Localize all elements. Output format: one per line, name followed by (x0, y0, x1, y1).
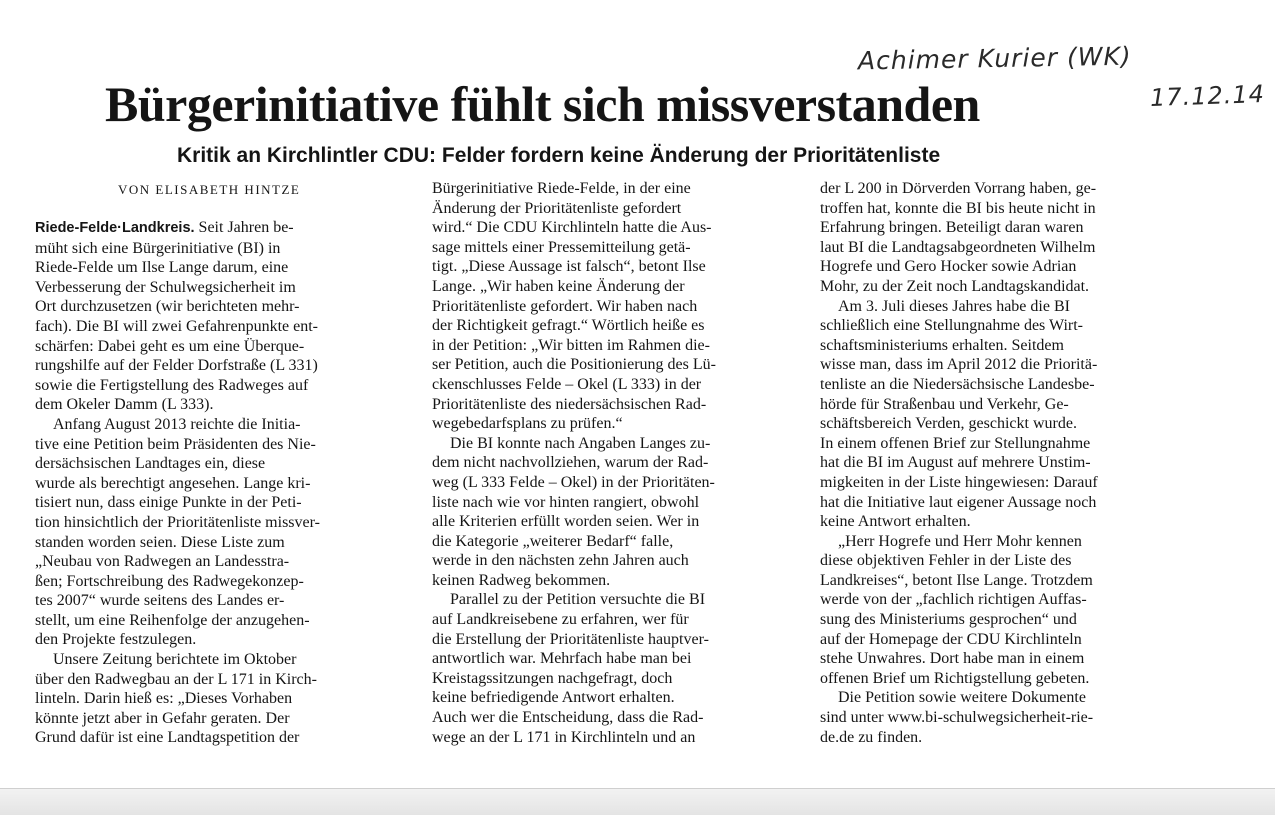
column-line: Prioritätenliste gefordert. Wir haben nach (432, 297, 698, 315)
column-line: Die Petition sowie weitere Dokumente (838, 689, 1086, 707)
column-line: in der Petition: „Wir bitten im Rahmen die- (432, 336, 710, 354)
article-column-1 (35, 218, 407, 748)
column-line: Erfahrung bringen. Beteiligt daran waren (820, 219, 1084, 237)
column-line: sind unter www.bi-schulwegsicherheit-rie- (820, 709, 1094, 727)
column-line: alle Kriterien erfüllt worden seien. Wer in (432, 513, 700, 531)
column-line: Die BI konnte nach Angaben Langes zu- (450, 434, 711, 452)
column-line: fach). Die BI will zwei Gefahrenpunkte ent- (35, 317, 318, 335)
column-line: offenen Brief um Richtigstellung gebeten. (820, 669, 1090, 687)
column-line: troffen hat, konnte die BI bis heute nicht in (820, 199, 1096, 217)
column-line: keine Antwort erhalten. (820, 513, 971, 531)
article-headline: Bürgerinitiative fühlt sich missverstanden (105, 76, 980, 132)
column-line: Anfang August 2013 reichte die Initia- (53, 415, 301, 433)
column-line: standen worden seien. Diese Liste zum (35, 533, 285, 551)
column-line: „Neubau von Radwegen an Landesstra- (35, 553, 290, 571)
handwritten-date-note: 17.12.14 (1149, 80, 1266, 112)
column-line: tenliste an die Niedersächsische Landesbe- (820, 375, 1095, 393)
column-line: weg (L 333 Felde – Okel) in der Prioritäten- (432, 473, 715, 491)
column-line: ckenschlusses Felde – Okel (L 333) in der (432, 375, 702, 393)
column-line: schärfen: Dabei geht es um eine Überque- (35, 337, 305, 355)
column-line: ßen; Fortschreibung des Radwegekonzep- (35, 572, 304, 590)
column-line: Lange. „Wir haben keine Änderung der (432, 277, 685, 295)
scan-border (0, 788, 1275, 815)
column-line: dersächsischen Landtages ein, diese (35, 455, 266, 473)
column-line: stellt, um eine Reihenfolge der anzugehen- (35, 611, 310, 629)
column-line: auf der Homepage der CDU Kirchlinteln (820, 630, 1082, 648)
column-line: diese objektiven Fehler in der Liste des (820, 552, 1072, 570)
column-line: werde in den nächsten zehn Jahren auch (432, 552, 689, 570)
column-line: wege an der L 171 in Kirchlinteln und an (432, 728, 696, 746)
column-line: Kreistagssitzungen nachgefragt, doch (432, 669, 673, 687)
column-line: Parallel zu der Petition versuchte die BI (450, 591, 706, 609)
column-line: hat die BI im August auf mehrere Unstim- (820, 454, 1091, 472)
column-line: Hogrefe und Gero Hocker sowie Adrian (820, 258, 1077, 276)
column-line: auf Landkreisebene zu erfahren, wer für (432, 611, 689, 629)
column-line: sage mittels einer Pressemitteilung getä- (432, 238, 691, 256)
column-line: Riede-Felde um Ilse Lange darum, eine (35, 259, 289, 277)
column-line: ser Petition, auch die Positionierung des Lü- (432, 356, 716, 374)
column-line: Bürgerinitiative Riede-Felde, in der eine (432, 180, 691, 197)
dateline: Riede-Felde·Landkreis. (35, 220, 195, 236)
article-column-3 (820, 179, 1192, 747)
column-line: wegebedarfsplans zu prüfen.“ (432, 415, 623, 433)
column-line: hörde für Straßenbau und Verkehr, Ge- (820, 395, 1069, 413)
column-line: wisse man, dass im April 2012 die Prioritä- (820, 356, 1098, 374)
handwritten-source-note: Achimer Kurier (WK) (857, 41, 1132, 76)
column-line: tion hinsichtlich der Prioritätenliste missver- (35, 513, 320, 531)
column-line: linteln. Darin hieß es: „Dieses Vorhaben (35, 690, 293, 708)
column-line: de.de zu finden. (820, 728, 923, 746)
column-line: Verbesserung der Schulwegsicherheit im (35, 278, 296, 296)
column-line: wurde als berechtigt angesehen. Lange kri- (35, 474, 311, 492)
column-line: dem nicht nachvollziehen, warum der Rad- (432, 454, 709, 472)
column-line: müht sich eine Bürgerinitiative (BI) in (35, 239, 281, 257)
column-line: tigt. „Diese Aussage ist falsch“, betont Ilse (432, 258, 706, 276)
column-line: „Herr Hogrefe und Herr Mohr kennen (838, 532, 1082, 550)
column-line: hat die Initiative laut eigener Aussage noch (820, 493, 1097, 511)
column-line: wird.“ Die CDU Kirchlinteln hatte die Aus- (432, 219, 712, 237)
column-line: Ort durchzusetzen (wir berichteten mehr- (35, 298, 300, 316)
column-line: dem Okeler Damm (L 333). (35, 396, 214, 414)
column-line: sowie die Fertigstellung des Radweges auf (35, 376, 309, 394)
column-line: Am 3. Juli dieses Jahres habe die BI (838, 297, 1070, 315)
column-line: über den Radwegbau an der L 171 in Kirch- (35, 670, 317, 688)
column-line: der L 200 in Dörverden Vorrang haben, ge- (820, 180, 1097, 197)
column-line: liste nach wie vor hinten rangiert, obwohl (432, 493, 700, 511)
article-column-2 (432, 179, 804, 747)
column-line: schäftsbereich Verden, geschickt wurde. (820, 415, 1077, 433)
column-line: Mohr, zu der Zeit noch Landtagskandidat. (820, 277, 1090, 295)
column-line: schließlich eine Stellungnahme des Wirt- (820, 317, 1083, 335)
column-line: Prioritätenliste des niedersächsischen Rad- (432, 395, 707, 413)
column-line: tive eine Petition beim Präsidenten des Nie- (35, 435, 316, 453)
column-line: keine befriedigende Antwort erhalten. (432, 689, 675, 707)
column-line: sung des Ministeriums gesprochen“ und (820, 611, 1077, 629)
column-line: stehe Unwahres. Dort habe man in einem (820, 650, 1085, 668)
article-subheadline: Kritik an Kirchlintler CDU: Felder fordern keine Änderung der Prioritätenliste (177, 144, 941, 167)
column-line: Grund dafür ist eine Landtagspetition der (35, 729, 300, 747)
column-line: die Erstellung der Prioritätenliste hauptver- (432, 630, 709, 648)
column-line: laut BI die Landtagsabgeordneten Wilhelm (820, 238, 1096, 256)
column-line: Riede-Felde·Landkreis. Seit Jahren be- (35, 219, 294, 236)
column-line: antwortlich war. Mehrfach habe man bei (432, 650, 692, 668)
column-line: den Projekte festzulegen. (35, 631, 197, 649)
column-line: Auch wer die Entscheidung, dass die Rad- (432, 709, 704, 727)
column-line: In einem offenen Brief zur Stellungnahme (820, 434, 1091, 452)
column-line: die Kategorie „weiterer Bedarf“ falle, (432, 532, 674, 550)
column-line: tisiert nun, dass einige Punkte in der Peti- (35, 494, 302, 512)
column-line: schaftsministeriums erhalten. Seitdem (820, 336, 1064, 354)
column-line: Unsere Zeitung berichtete im Oktober (53, 651, 297, 669)
column-line: rungshilfe auf der Felder Dorfstraße (L 331) (35, 357, 318, 375)
column-line: Änderung der Prioritätenliste gefordert (432, 199, 682, 217)
article-byline: VON ELISABETH HINTZE (118, 182, 301, 197)
column-line: Landkreises“, betont Ilse Lange. Trotzdem (820, 571, 1093, 589)
column-line: tes 2007“ wurde seitens des Landes er- (35, 592, 285, 610)
column-line: migkeiten in der Liste hingewiesen: Darauf (820, 473, 1098, 491)
column-line: keinen Radweg bekommen. (432, 571, 611, 589)
column-line: der Richtigkeit gefragt.“ Wörtlich heiße es (432, 317, 705, 335)
column-line: könnte jetzt aber in Gefahr geraten. Der (35, 709, 290, 727)
column-line: werde von der „fachlich richtigen Auffas- (820, 591, 1087, 609)
